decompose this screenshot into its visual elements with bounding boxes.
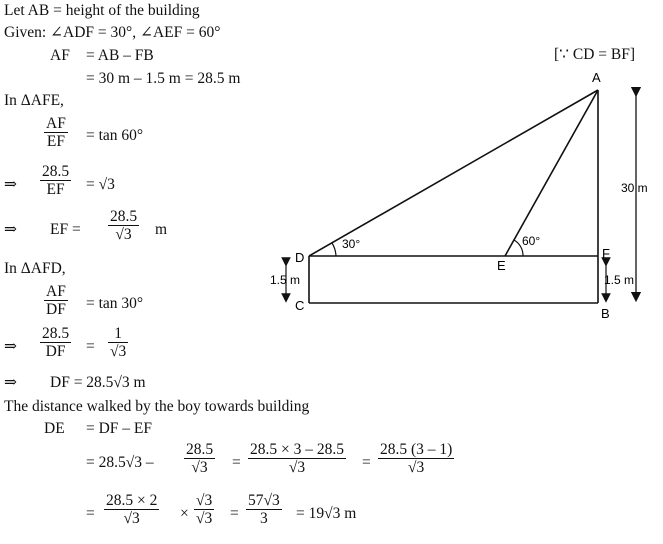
- line-df-value: DF = 28.5√3 m: [50, 374, 146, 391]
- fraction-af-df: $\frac{AF}{DF}$: [46, 283, 66, 318]
- fraction-af-ef: $\frac{AF}{EF}$: [46, 115, 66, 150]
- fraction-root3-root3: $\frac{√3}{√3}$: [196, 492, 213, 527]
- equals-sign: =: [232, 454, 241, 471]
- line-de-lhs: DE: [44, 420, 65, 437]
- fraction-285-root3: $\frac{28.5}{√3}$: [110, 208, 138, 243]
- fraction-57root3: $\frac{57√3}{3}$: [248, 492, 280, 527]
- line-tan60: = tan 60°: [86, 127, 144, 144]
- fraction-big2: $\frac{28.5 (3 - 1)}{√3}$: [380, 441, 453, 476]
- implies-arrow: ⇒: [4, 338, 17, 355]
- implies-arrow: ⇒: [4, 221, 17, 238]
- label-a: A: [592, 70, 601, 85]
- equals-sign: =: [86, 505, 95, 522]
- fraction-285-ef: $\frac{28.5}{EF}$: [42, 163, 70, 198]
- angle-arc-d: [332, 243, 336, 256]
- note-cd-equals-bf: [∵ CD = BF]: [554, 46, 636, 63]
- label-c: C: [295, 298, 305, 313]
- equals-sign: =: [230, 505, 239, 522]
- line-tan30: = tan 30°: [86, 295, 144, 312]
- fraction-x2: $\frac{28.5 \times 2}{√3}$: [106, 492, 158, 527]
- unit-m: m: [155, 221, 168, 238]
- line-ef-lhs: EF =: [50, 221, 81, 238]
- label-f: F: [602, 246, 610, 261]
- label-d: D: [295, 250, 305, 265]
- line-let: Let AB = height of the building: [4, 2, 200, 19]
- line-af-rhs: = AB – FB: [86, 47, 154, 64]
- implies-arrow: ⇒: [4, 374, 17, 391]
- line-final-answer: = 19√3 m: [296, 505, 357, 522]
- line-da: [309, 90, 598, 256]
- label-b: B: [601, 306, 610, 321]
- fraction-285-root3-b: $\frac{28.5}{√3}$: [186, 441, 214, 476]
- fraction-big1: $\frac{28.5 \times 3 - 28.5}{√3}$: [250, 441, 344, 476]
- label-e: E: [497, 258, 506, 273]
- dimension-label-1-5m-right: 1.5 m: [604, 273, 635, 287]
- times-sign: ×: [180, 505, 189, 522]
- line-af-value: = 30 m – 1.5 m = 28.5 m: [86, 70, 241, 87]
- fraction-285-df: $\frac{28.5}{DF}$: [42, 325, 70, 360]
- line-given: Given: ∠ADF = 30°, ∠AEF = 60°: [4, 24, 221, 41]
- line-ea: [505, 90, 598, 256]
- angle-label-30: 30°: [342, 237, 361, 251]
- implies-arrow: ⇒: [4, 176, 17, 193]
- equals-sign: =: [362, 454, 371, 471]
- line-af-lhs: AF: [50, 47, 70, 64]
- angle-label-60: 60°: [522, 234, 541, 248]
- line-de-rhs: = DF – EF: [86, 420, 153, 437]
- dimension-label-1-5m-left: 1.5 m: [270, 273, 301, 287]
- line-in-afe: In ΔAFE,: [4, 92, 64, 109]
- line-distance-walked: The distance walked by the boy towards building: [4, 398, 310, 415]
- line-de-step1: = 28.5√3 –: [86, 454, 154, 471]
- line-root3: = √3: [86, 176, 115, 193]
- line-in-afd: In ΔAFD,: [4, 260, 66, 277]
- fraction-1-root3: $\frac{1}{√3}$: [110, 325, 127, 360]
- dimension-label-30m: 30 m: [621, 181, 648, 195]
- equals-sign: =: [86, 338, 95, 355]
